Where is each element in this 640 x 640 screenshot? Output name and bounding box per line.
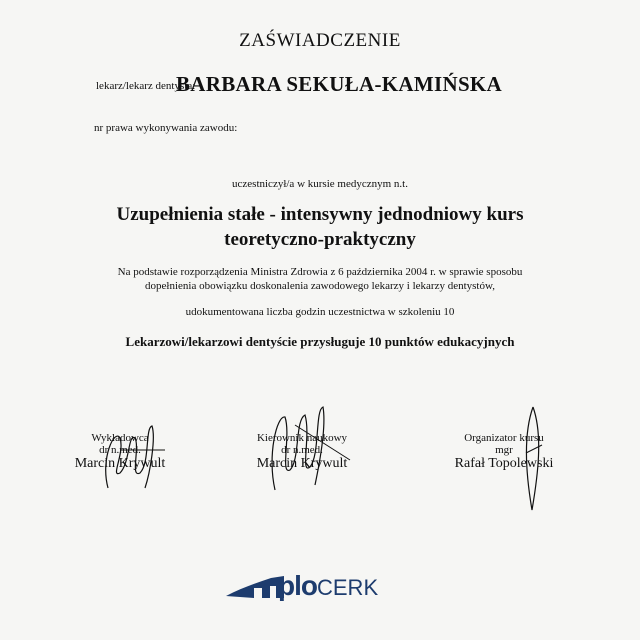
signature-role: Organizator kursu [464,432,544,444]
legal-basis-line-1: Na podstawie rozporządzenia Ministra Zdrowia z 6 października 2004 r. w sprawie sposobu [117,266,523,278]
signature-name: Marcin Krywult [74,456,166,471]
signature-degree: mgr [495,444,513,456]
course-title-line-1: Uzupełnienia stałe - intensywny jednodniowy kurs [116,204,524,225]
logo-im-mark-icon [226,568,286,608]
course-title-line-2: teoretyczno-praktyczny [224,229,416,250]
signature-block-scientific-head [222,432,382,472]
signature-role: Kierownik naukowy [256,432,348,444]
signature-degree: dr n.med. [99,444,141,456]
license-number-label: nr prawa wykonywania zawodu: [94,122,238,134]
logo-plo-text: plo [278,570,317,601]
doctor-name: BARBARA SEKUŁA-KAMIŃSKA [176,72,503,96]
signature-degree: dr n.med. [281,444,323,456]
doctor-label: lekarz/lekarz dentysta: [96,80,196,92]
hours-text: udokumentowana liczba godzin uczestnictwa w szkoleniu 10 [185,306,455,318]
logo-cerk-text: CERK [317,575,379,600]
points-text: Lekarzowi/lekarzowi dentyście przysługuje 10 punktów edukacyjnych [125,334,515,349]
legal-basis-line-2: dopełnienia obowiązku doskonalenia zawodowego lekarzy i lekarzy dentystów, [145,280,495,292]
signature-role: Wykładowca [91,432,149,444]
signature-block-organizer [424,432,584,472]
logo-wordmark [278,570,378,602]
participation-text: uczestniczył/a w kursie medycznym n.t. [232,178,408,190]
signature-block-lecturer [40,432,200,472]
certificate-title: ZAŚWIADCZENIE [239,30,401,51]
implocerk-logo [226,568,426,608]
signature-name: Marcin Krywult [256,456,348,471]
signature-name: Rafał Topolewski [454,456,554,471]
